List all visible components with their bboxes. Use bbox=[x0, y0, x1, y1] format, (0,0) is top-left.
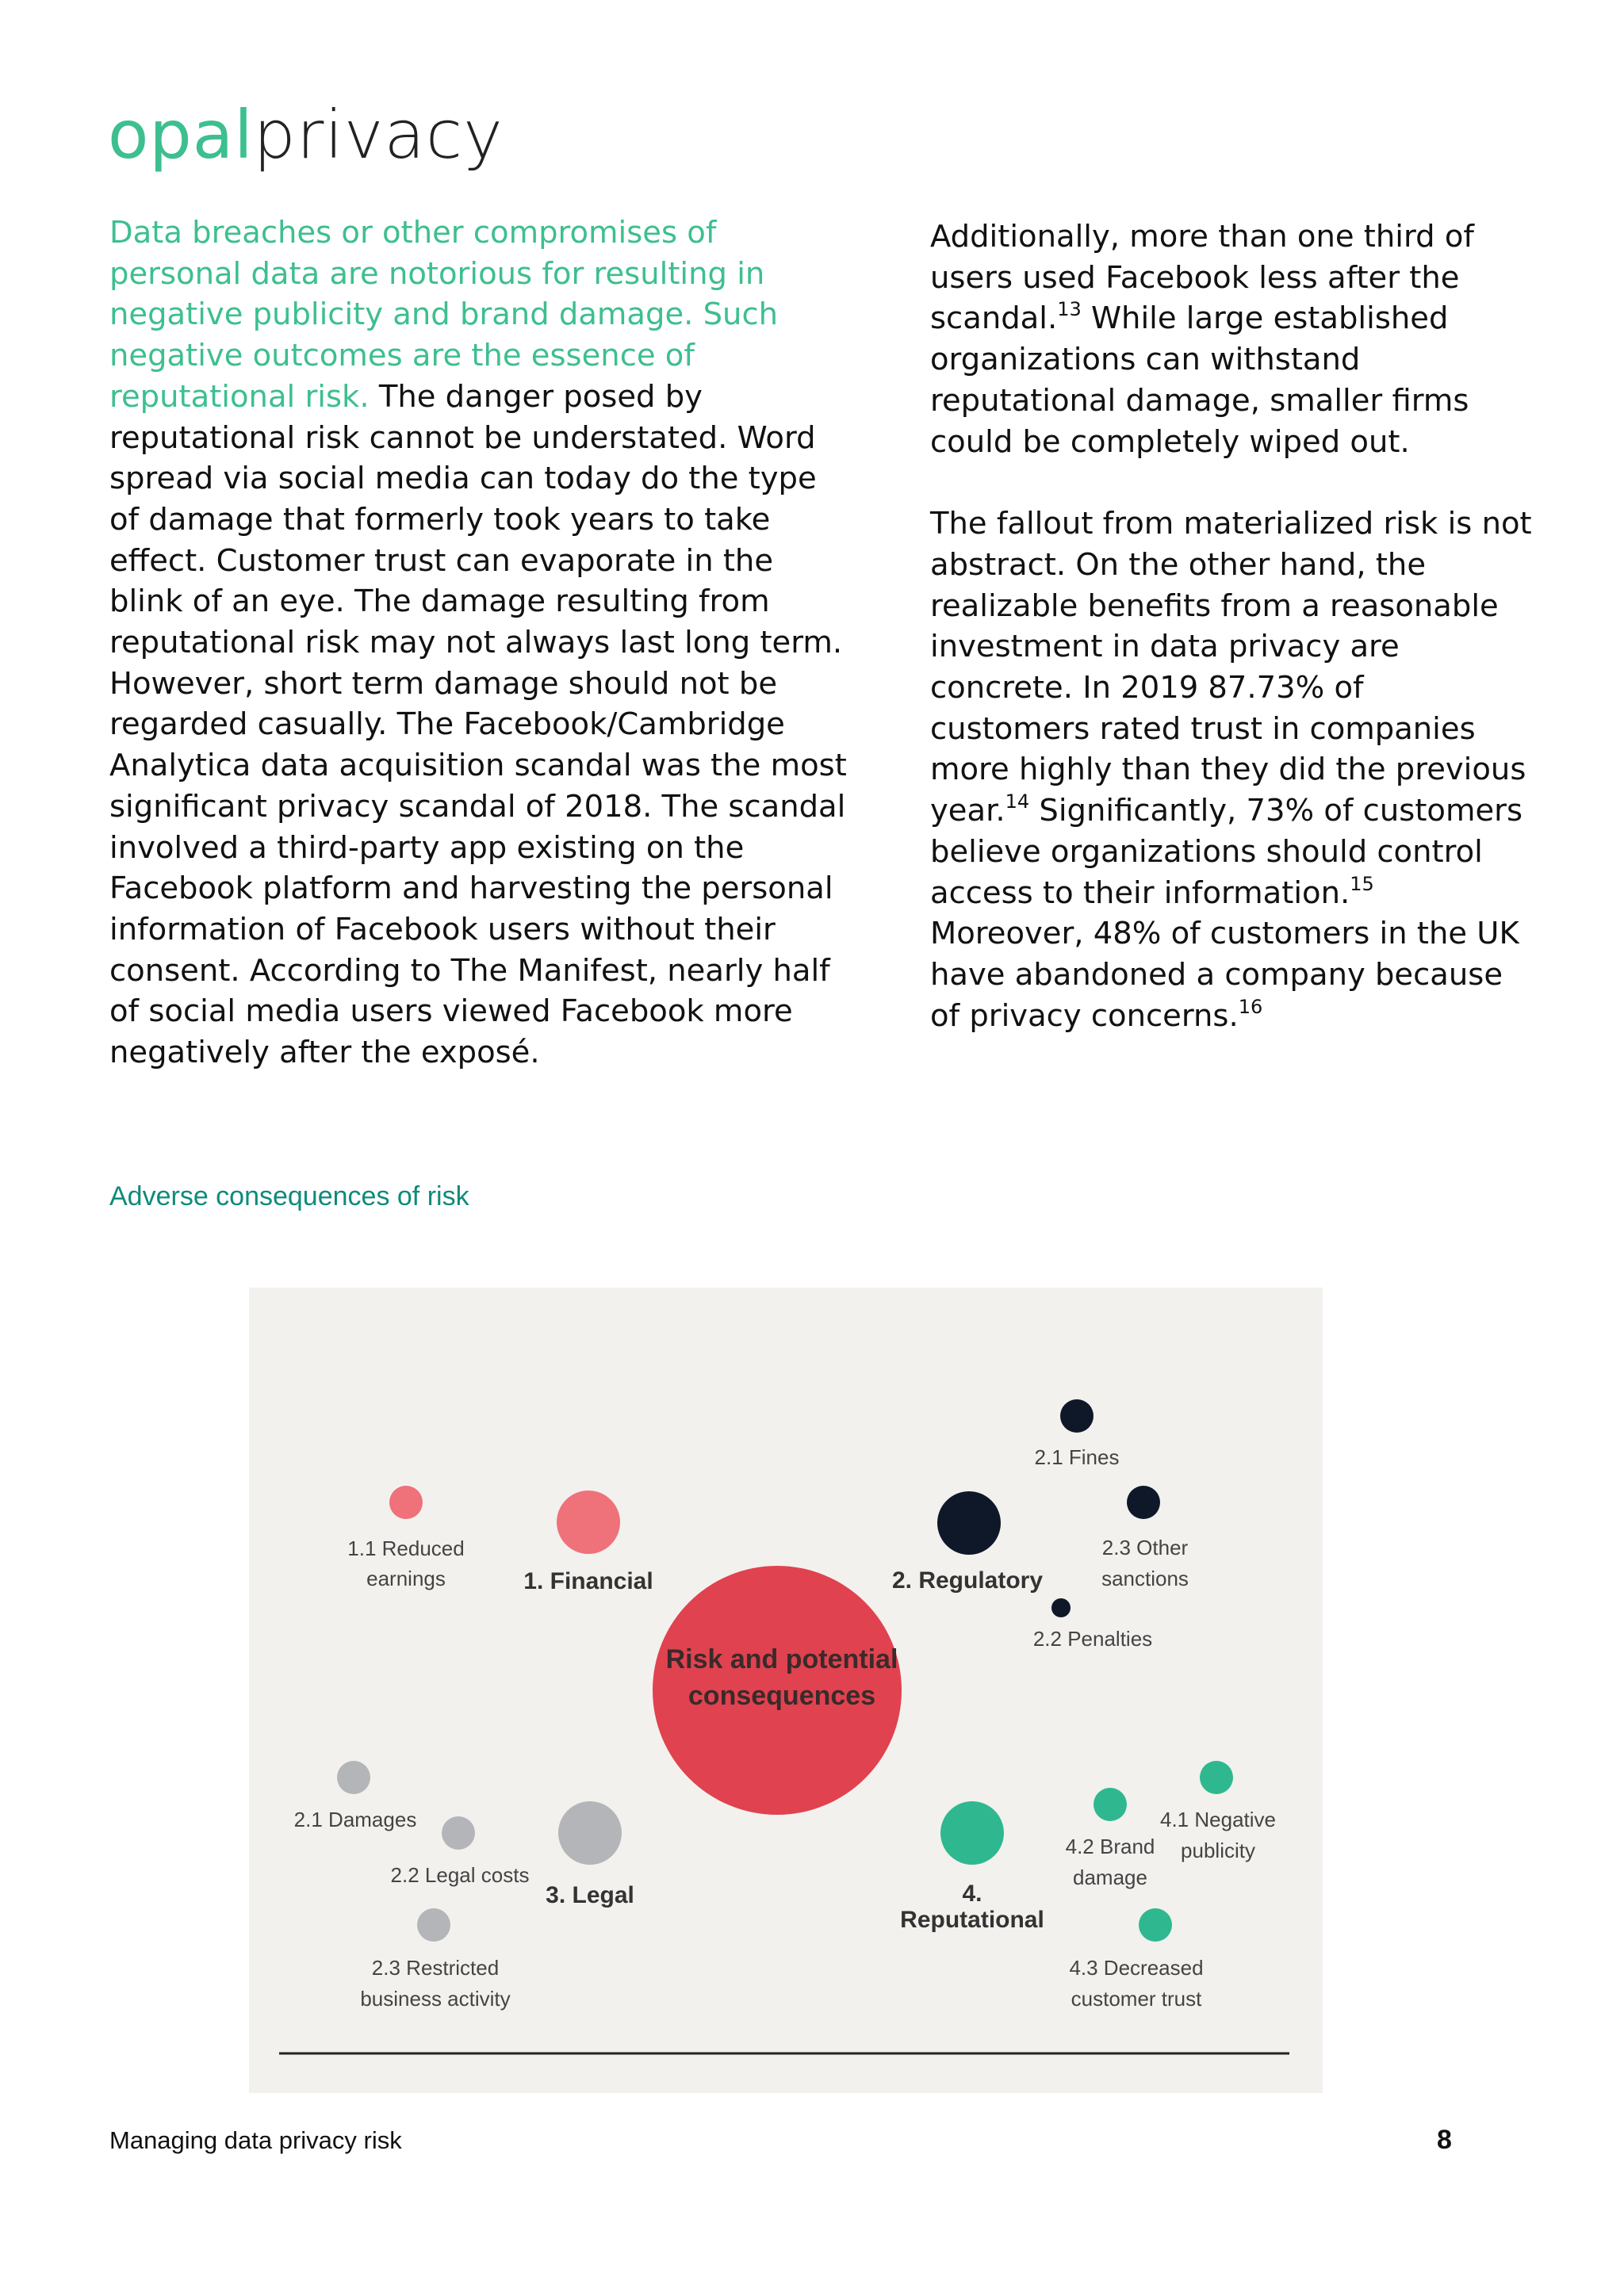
footnote-ref-13: 13 bbox=[1057, 298, 1082, 321]
legal-costs-label: 2.2 Legal costs bbox=[390, 1863, 530, 1887]
restricted-activity-bubble bbox=[417, 1908, 450, 1942]
right-p2-text-c: Moreover, 48% of customers in the UK have abandoned a company because of privacy concerns. bbox=[930, 916, 1519, 1034]
legal-bubble bbox=[558, 1801, 622, 1865]
regulatory-label: 2. Regulatory bbox=[891, 1567, 1044, 1594]
right-p2-text-b: Significantly, 73% of customers believe organizations should control access to their information. bbox=[930, 793, 1523, 911]
reduced-earnings-label-2: earnings bbox=[366, 1567, 446, 1590]
right-p1-text-a: Additionally, more than one third of users used Facebook less after the scandal. bbox=[930, 219, 1474, 337]
risk-consequences-diagram bbox=[249, 1288, 1323, 2093]
fines-bubble bbox=[1060, 1399, 1094, 1433]
brand-damage-label-2: damage bbox=[1073, 1866, 1147, 1889]
damages-bubble bbox=[337, 1761, 370, 1794]
reduced-earnings-label-1: 1.1 Reduced bbox=[347, 1536, 465, 1560]
reputational-label-1: 4. bbox=[962, 1881, 982, 1907]
footer-title: Managing data privacy risk bbox=[109, 2126, 402, 2154]
brand-damage-label-1: 4.2 Brand bbox=[1065, 1835, 1155, 1858]
decreased-trust-label-1: 4.3 Decreased bbox=[1069, 1956, 1204, 1980]
restricted-activity-label-1: 2.3 Restricted bbox=[371, 1956, 500, 1980]
penalties-label: 2.2 Penalties bbox=[1032, 1627, 1153, 1651]
regulatory-bubble bbox=[937, 1491, 1001, 1555]
left-column bbox=[109, 212, 847, 1073]
right-p1-text-b: While large established organizations can withstand reputational damage, smaller firms could be completely wiped out. bbox=[930, 300, 1469, 460]
right-column bbox=[930, 216, 1533, 1036]
reputational-bubble bbox=[940, 1801, 1004, 1865]
right-p2-text-a: The fallout from materialized risk is not abstract. On the other hand, the realizable benefits from a reasonable investment in data privacy are concrete. In 2019 87.73% of customers rated trust in companies more highly than they did the previous year. bbox=[930, 506, 1532, 829]
left-body-text: The danger posed by reputational risk cannot be understated. Word spread via social media can today do the type of damage that formerly took years to take effect. Customer trust can evaporate in the blink of an eye. The damage resulting from reputational risk may not always last long term. However, short term damage should not be regarded casually. The Facebook/Cambridge Analytica data acquisition scandal was the most significant privacy scandal of 2018. The scandal involved a third-party app existing on the Facebook platform and harvesting the personal information of Facebook users without their consent. According to The Manifest, nearly half of social media users viewed Facebook more negatively after the exposé. bbox=[109, 378, 847, 1071]
footnote-ref-14: 14 bbox=[1005, 790, 1030, 813]
financial-bubble bbox=[557, 1490, 620, 1554]
fines-label: 2.1 Fines bbox=[1034, 1445, 1120, 1469]
footnote-ref-15: 15 bbox=[1350, 872, 1374, 895]
decreased-trust-bubble bbox=[1139, 1908, 1172, 1942]
figure-caption: Adverse consequences of risk bbox=[109, 1181, 469, 1211]
center-label-line1: Risk and potential bbox=[665, 1644, 898, 1674]
right-paragraph-1 bbox=[930, 216, 1533, 462]
center-label-line2: consequences bbox=[688, 1681, 876, 1711]
page-number: 8 bbox=[1437, 2125, 1452, 2155]
other-sanctions-label-2: sanctions bbox=[1101, 1567, 1189, 1590]
legal-costs-bubble bbox=[442, 1816, 475, 1850]
brand-logo bbox=[108, 96, 504, 174]
brand-logo-privacy: privacy bbox=[253, 96, 504, 174]
other-sanctions-label-1: 2.3 Other bbox=[1101, 1536, 1189, 1559]
footnote-ref-16: 16 bbox=[1238, 995, 1263, 1018]
brand-damage-bubble bbox=[1094, 1788, 1127, 1821]
brand-logo-opal: opal bbox=[108, 96, 254, 174]
negative-publicity-bubble bbox=[1200, 1761, 1233, 1794]
decreased-trust-label-2: customer trust bbox=[1071, 1987, 1202, 2011]
other-sanctions-bubble bbox=[1127, 1486, 1160, 1519]
financial-label: 1. Financial bbox=[523, 1568, 653, 1594]
reputational-label-2: Reputational bbox=[900, 1907, 1044, 1933]
reduced-earnings-bubble bbox=[389, 1486, 423, 1519]
legal-label: 3. Legal bbox=[546, 1882, 634, 1908]
negative-publicity-label-2: publicity bbox=[1181, 1839, 1255, 1862]
right-paragraph-2 bbox=[930, 503, 1533, 1036]
negative-publicity-label-1: 4.1 Negative bbox=[1160, 1808, 1276, 1831]
restricted-activity-label-2: business activity bbox=[360, 1987, 511, 2011]
penalties-bubble bbox=[1051, 1598, 1071, 1617]
damages-label: 2.1 Damages bbox=[293, 1808, 417, 1831]
highlight-text: Data breaches or other compromises of personal data are notorious for resulting in negative publicity and brand damage. Such negative outcomes are the essence of reputational risk. bbox=[109, 215, 779, 415]
